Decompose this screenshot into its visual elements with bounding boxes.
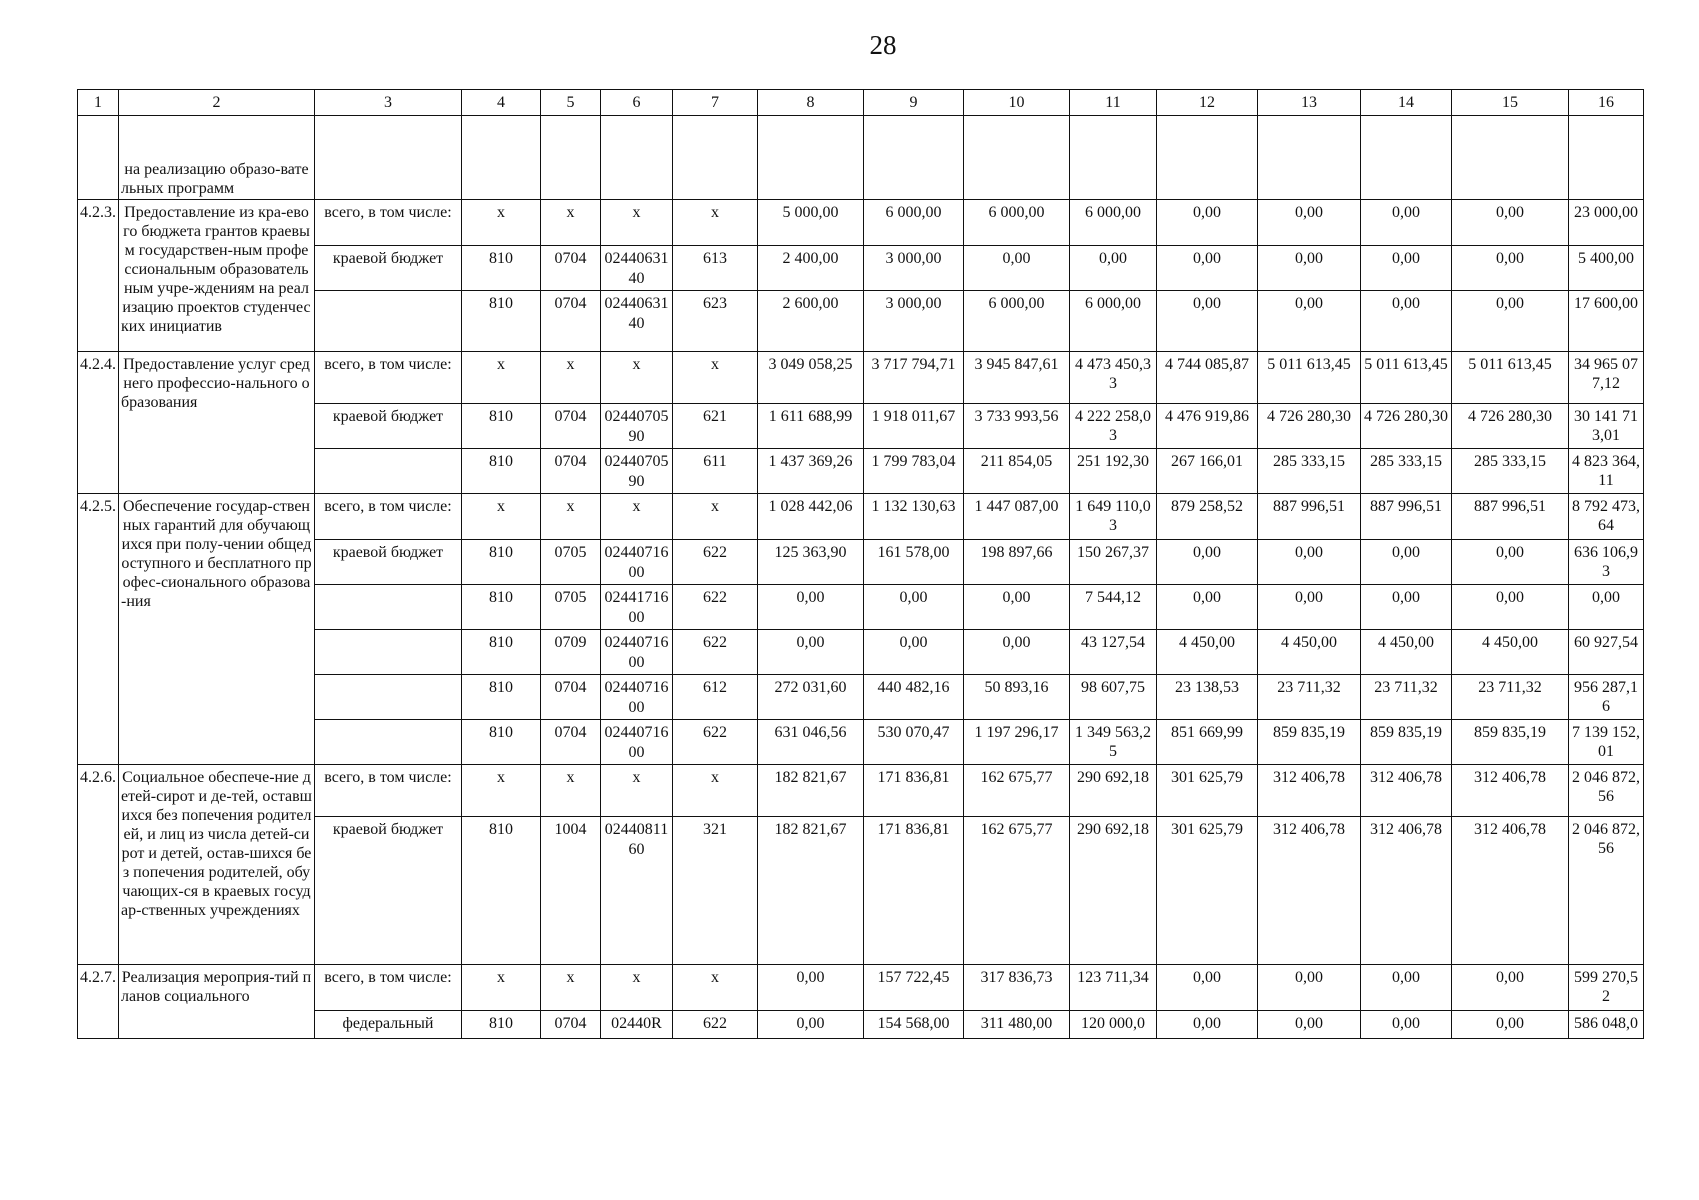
value-cell-c7: x [673, 494, 758, 540]
value-cell-c11: 4 473 450,33 [1070, 352, 1157, 404]
value-cell-c16: 7 139 152,01 [1569, 720, 1644, 765]
value-cell-c15: 859 835,19 [1452, 720, 1569, 765]
item-name-cell: Социальное обеспече-ние детей-сирот и де-тей, оставшихся без попечения родителей, и лиц из числа детей-сирот и детей, остав-шихся без попечения родителей, обучающих-ся в краевых государ-ственных учреждениях [119, 765, 315, 965]
value-cell-c4: 810 [462, 291, 541, 352]
value-cell-c14: 285 333,15 [1361, 449, 1452, 494]
value-cell-c5: x [541, 352, 601, 404]
value-cell-c5: x [541, 765, 601, 817]
value-cell-c7: 622 [673, 630, 758, 675]
value-cell-c4: x [462, 200, 541, 246]
value-cell-c10: 0,00 [964, 585, 1070, 630]
funding-source-cell: краевой бюджет [315, 817, 462, 965]
value-cell-c10: 162 675,77 [964, 817, 1070, 965]
value-cell-c7: 613 [673, 246, 758, 291]
value-cell-c12: 4 450,00 [1157, 630, 1258, 675]
value-cell-c8: 2 600,00 [758, 291, 864, 352]
intro-row [78, 116, 1644, 200]
value-cell-c15: 5 011 613,45 [1452, 352, 1569, 404]
value-cell-c8: 0,00 [758, 585, 864, 630]
header-cell: 8 [758, 90, 864, 116]
value-cell-c14: 0,00 [1361, 291, 1452, 352]
value-cell-c10: 198 897,66 [964, 540, 1070, 585]
header-cell: 4 [462, 90, 541, 116]
value-cell-c14: 0,00 [1361, 965, 1452, 1011]
value-cell-c5: 0704 [541, 720, 601, 765]
item-name-cell: Реализация мероприя-тий планов социального [119, 965, 315, 1039]
value-cell-c7: 612 [673, 675, 758, 720]
value-cell-c13: 0,00 [1258, 291, 1361, 352]
value-cell-c15: 312 406,78 [1452, 765, 1569, 817]
value-cell-c11: 290 692,18 [1070, 765, 1157, 817]
table-row [78, 765, 1644, 817]
value-cell-c16: 17 600,00 [1569, 291, 1644, 352]
header-cell: 9 [864, 90, 964, 116]
table-row [78, 200, 1644, 246]
value-cell-c4: x [462, 494, 541, 540]
value-cell-c11: 6 000,00 [1070, 200, 1157, 246]
header-cell: 7 [673, 90, 758, 116]
value-cell-c7: 611 [673, 449, 758, 494]
value-cell-c16: 586 048,0 [1569, 1011, 1644, 1039]
funding-source-cell [315, 449, 462, 494]
value-cell-c5: x [541, 200, 601, 246]
value-cell-c9: 440 482,16 [864, 675, 964, 720]
value-cell-c13: 285 333,15 [1258, 449, 1361, 494]
value-cell-c12: 0,00 [1157, 1011, 1258, 1039]
value-cell-c11: 1 349 563,25 [1070, 720, 1157, 765]
value-cell-c8: 1 028 442,06 [758, 494, 864, 540]
value-cell-c5: 0704 [541, 291, 601, 352]
value-cell-c4: 810 [462, 817, 541, 965]
value-cell-c9: 1 799 783,04 [864, 449, 964, 494]
table-row [78, 965, 1644, 1011]
value-cell-c14: 0,00 [1361, 540, 1452, 585]
funding-source-cell [315, 585, 462, 630]
header-cell: 16 [1569, 90, 1644, 116]
value-cell-c9: 171 836,81 [864, 765, 964, 817]
value-cell-c14: 0,00 [1361, 1011, 1452, 1039]
value-cell-c4: x [462, 352, 541, 404]
value-cell-c16: 636 106,93 [1569, 540, 1644, 585]
value-cell-c7: x [673, 965, 758, 1011]
item-name-cell: Обеспечение государ-ственных гарантий для обучающихся при полу-чении общедоступного и бесплатного профес-сионального образова-ния [119, 494, 315, 765]
value-cell-c13: 0,00 [1258, 585, 1361, 630]
value-cell-c10: 0,00 [964, 630, 1070, 675]
value-cell-c10: 50 893,16 [964, 675, 1070, 720]
value-cell-c10: 317 836,73 [964, 965, 1070, 1011]
value-cell-c5: 0709 [541, 630, 601, 675]
header-cell: 6 [601, 90, 673, 116]
value-cell-c6: x [601, 965, 673, 1011]
funding-source-cell: всего, в том числе: [315, 494, 462, 540]
value-cell-c15: 285 333,15 [1452, 449, 1569, 494]
value-cell-c9: 161 578,00 [864, 540, 964, 585]
value-cell-c6: 02440R [601, 1011, 673, 1039]
value-cell-c5: 1004 [541, 817, 601, 965]
funding-source-cell: всего, в том числе: [315, 200, 462, 246]
budget-table [77, 89, 1644, 1039]
value-cell-c9: 157 722,45 [864, 965, 964, 1011]
value-cell-c9: 3 000,00 [864, 291, 964, 352]
value-cell-c8: 3 049 058,25 [758, 352, 864, 404]
value-cell-c13: 887 996,51 [1258, 494, 1361, 540]
value-cell-c12: 301 625,79 [1157, 765, 1258, 817]
value-cell-c8: 0,00 [758, 630, 864, 675]
item-name-cell: Предоставление услуг среднего профессио-нального образования [119, 352, 315, 494]
header-cell: 13 [1258, 90, 1361, 116]
value-cell-c14: 4 726 280,30 [1361, 404, 1452, 449]
value-cell-c9: 3 717 794,71 [864, 352, 964, 404]
value-cell-c6: 0244063140 [601, 291, 673, 352]
value-cell-c11: 120 000,0 [1070, 1011, 1157, 1039]
value-cell-c14: 0,00 [1361, 585, 1452, 630]
value-cell-c6: 0244071600 [601, 675, 673, 720]
value-cell-c13: 23 711,32 [1258, 675, 1361, 720]
value-cell-c4: 810 [462, 1011, 541, 1039]
value-cell-c13: 4 726 280,30 [1258, 404, 1361, 449]
value-cell-c12: 879 258,52 [1157, 494, 1258, 540]
value-cell-c13: 0,00 [1258, 540, 1361, 585]
value-cell-c9: 154 568,00 [864, 1011, 964, 1039]
value-cell-c8: 0,00 [758, 1011, 864, 1039]
value-cell-c9: 0,00 [864, 585, 964, 630]
value-cell-c6: 0244171600 [601, 585, 673, 630]
value-cell-c11: 0,00 [1070, 246, 1157, 291]
value-cell-c7: 622 [673, 585, 758, 630]
header-cell: 2 [119, 90, 315, 116]
value-cell-c8: 272 031,60 [758, 675, 864, 720]
funding-source-cell: краевой бюджет [315, 540, 462, 585]
value-cell-c6: 0244071600 [601, 630, 673, 675]
value-cell-c16: 5 400,00 [1569, 246, 1644, 291]
value-cell-c8: 0,00 [758, 965, 864, 1011]
value-cell-c11: 123 711,34 [1070, 965, 1157, 1011]
value-cell-c13: 0,00 [1258, 246, 1361, 291]
value-cell-c13: 312 406,78 [1258, 765, 1361, 817]
header-cell: 1 [78, 90, 119, 116]
value-cell-c6: 0244081160 [601, 817, 673, 965]
value-cell-c7: x [673, 765, 758, 817]
value-cell-c8: 1 437 369,26 [758, 449, 864, 494]
value-cell-c5: 0704 [541, 404, 601, 449]
value-cell-c4: 810 [462, 720, 541, 765]
value-cell-c12: 0,00 [1157, 200, 1258, 246]
value-cell-c11: 150 267,37 [1070, 540, 1157, 585]
value-cell-c16: 8 792 473,64 [1569, 494, 1644, 540]
value-cell-c12: 4 744 085,87 [1157, 352, 1258, 404]
value-cell-c15: 0,00 [1452, 585, 1569, 630]
value-cell-c16: 599 270,52 [1569, 965, 1644, 1011]
value-cell-c7: 321 [673, 817, 758, 965]
item-code-cell: 4.2.7. [78, 965, 119, 1039]
value-cell-c4: 810 [462, 449, 541, 494]
header-cell: 3 [315, 90, 462, 116]
value-cell-c6: 0244071600 [601, 540, 673, 585]
value-cell-c12: 851 669,99 [1157, 720, 1258, 765]
value-cell-c14: 312 406,78 [1361, 817, 1452, 965]
item-code-cell: 4.2.4. [78, 352, 119, 494]
value-cell-c5: 0704 [541, 675, 601, 720]
value-cell-c16: 2 046 872,56 [1569, 765, 1644, 817]
value-cell-c10: 1 447 087,00 [964, 494, 1070, 540]
value-cell-c10: 3 733 993,56 [964, 404, 1070, 449]
value-cell-c11: 1 649 110,03 [1070, 494, 1157, 540]
funding-source-cell [315, 291, 462, 352]
funding-source-cell [315, 630, 462, 675]
item-name-cell: Предоставление из кра-евого бюджета грантов краевым государствен-ным профессиональным образовательным учре-ждениям на реализацию проектов студенческих инициатив [119, 200, 315, 352]
value-cell-c5: 0704 [541, 1011, 601, 1039]
page-number: 28 [869, 30, 897, 60]
funding-source-cell: всего, в том числе: [315, 765, 462, 817]
value-cell-c10: 162 675,77 [964, 765, 1070, 817]
value-cell-c15: 0,00 [1452, 200, 1569, 246]
value-cell-c15: 0,00 [1452, 291, 1569, 352]
value-cell-c12: 4 476 919,86 [1157, 404, 1258, 449]
value-cell-c12: 0,00 [1157, 585, 1258, 630]
value-cell-c6: 0244071600 [601, 720, 673, 765]
value-cell-c4: x [462, 965, 541, 1011]
funding-source-cell: краевой бюджет [315, 246, 462, 291]
value-cell-c13: 0,00 [1258, 1011, 1361, 1039]
value-cell-c12: 267 166,01 [1157, 449, 1258, 494]
item-code-cell: 4.2.6. [78, 765, 119, 965]
value-cell-c7: x [673, 352, 758, 404]
header-cell: 15 [1452, 90, 1569, 116]
value-cell-c14: 312 406,78 [1361, 765, 1452, 817]
value-cell-c6: x [601, 352, 673, 404]
funding-source-cell [315, 720, 462, 765]
funding-source-cell: краевой бюджет [315, 404, 462, 449]
value-cell-c13: 0,00 [1258, 200, 1361, 246]
value-cell-c6: 0244063140 [601, 246, 673, 291]
value-cell-c14: 859 835,19 [1361, 720, 1452, 765]
value-cell-c11: 290 692,18 [1070, 817, 1157, 965]
value-cell-c9: 530 070,47 [864, 720, 964, 765]
value-cell-c14: 0,00 [1361, 246, 1452, 291]
value-cell-c6: 0244070590 [601, 404, 673, 449]
funding-source-cell: всего, в том числе: [315, 965, 462, 1011]
value-cell-c15: 4 450,00 [1452, 630, 1569, 675]
value-cell-c15: 312 406,78 [1452, 817, 1569, 965]
value-cell-c16: 2 046 872,56 [1569, 817, 1644, 965]
value-cell-c4: x [462, 765, 541, 817]
value-cell-c9: 1 918 011,67 [864, 404, 964, 449]
header-cell: 10 [964, 90, 1070, 116]
value-cell-c9: 1 132 130,63 [864, 494, 964, 540]
value-cell-c10: 6 000,00 [964, 200, 1070, 246]
value-cell-c15: 0,00 [1452, 965, 1569, 1011]
value-cell-c4: 810 [462, 675, 541, 720]
value-cell-c10: 6 000,00 [964, 291, 1070, 352]
value-cell-c13: 859 835,19 [1258, 720, 1361, 765]
value-cell-c12: 301 625,79 [1157, 817, 1258, 965]
value-cell-c12: 0,00 [1157, 540, 1258, 585]
value-cell-c7: 623 [673, 291, 758, 352]
value-cell-c5: 0704 [541, 449, 601, 494]
value-cell-c5: x [541, 965, 601, 1011]
value-cell-c4: 810 [462, 585, 541, 630]
value-cell-c16: 4 823 364,11 [1569, 449, 1644, 494]
value-cell-c13: 5 011 613,45 [1258, 352, 1361, 404]
value-cell-c15: 887 996,51 [1452, 494, 1569, 540]
value-cell-c9: 0,00 [864, 630, 964, 675]
value-cell-c16: 34 965 077,12 [1569, 352, 1644, 404]
value-cell-c7: 622 [673, 540, 758, 585]
item-code-cell: 4.2.5. [78, 494, 119, 765]
value-cell-c12: 23 138,53 [1157, 675, 1258, 720]
value-cell-c16: 30 141 713,01 [1569, 404, 1644, 449]
value-cell-c10: 1 197 296,17 [964, 720, 1070, 765]
value-cell-c5: 0705 [541, 540, 601, 585]
value-cell-c14: 887 996,51 [1361, 494, 1452, 540]
value-cell-c11: 6 000,00 [1070, 291, 1157, 352]
value-cell-c10: 3 945 847,61 [964, 352, 1070, 404]
value-cell-c9: 171 836,81 [864, 817, 964, 965]
value-cell-c14: 23 711,32 [1361, 675, 1452, 720]
value-cell-c14: 0,00 [1361, 200, 1452, 246]
value-cell-c10: 0,00 [964, 246, 1070, 291]
header-cell: 12 [1157, 90, 1258, 116]
value-cell-c14: 5 011 613,45 [1361, 352, 1452, 404]
header-row [78, 90, 1644, 116]
value-cell-c7: x [673, 200, 758, 246]
header-cell: 14 [1361, 90, 1452, 116]
value-cell-c14: 4 450,00 [1361, 630, 1452, 675]
value-cell-c8: 125 363,90 [758, 540, 864, 585]
value-cell-c10: 211 854,05 [964, 449, 1070, 494]
value-cell-c15: 23 711,32 [1452, 675, 1569, 720]
value-cell-c12: 0,00 [1157, 246, 1258, 291]
value-cell-c4: 810 [462, 404, 541, 449]
value-cell-c11: 43 127,54 [1070, 630, 1157, 675]
funding-source-cell: всего, в том числе: [315, 352, 462, 404]
value-cell-c5: 0704 [541, 246, 601, 291]
value-cell-c4: 810 [462, 630, 541, 675]
value-cell-c11: 7 544,12 [1070, 585, 1157, 630]
value-cell-c6: x [601, 494, 673, 540]
table-row [78, 352, 1644, 404]
value-cell-c16: 23 000,00 [1569, 200, 1644, 246]
value-cell-c6: x [601, 765, 673, 817]
value-cell-c15: 0,00 [1452, 540, 1569, 585]
value-cell-c7: 622 [673, 720, 758, 765]
value-cell-c16: 0,00 [1569, 585, 1644, 630]
value-cell-c6: 0244070590 [601, 449, 673, 494]
value-cell-c8: 182 821,67 [758, 817, 864, 965]
value-cell-c4: 810 [462, 540, 541, 585]
value-cell-c15: 4 726 280,30 [1452, 404, 1569, 449]
value-cell-c9: 6 000,00 [864, 200, 964, 246]
value-cell-c8: 182 821,67 [758, 765, 864, 817]
value-cell-c13: 0,00 [1258, 965, 1361, 1011]
value-cell-c12: 0,00 [1157, 291, 1258, 352]
value-cell-c8: 5 000,00 [758, 200, 864, 246]
value-cell-c8: 2 400,00 [758, 246, 864, 291]
value-cell-c15: 0,00 [1452, 1011, 1569, 1039]
value-cell-c8: 1 611 688,99 [758, 404, 864, 449]
value-cell-c16: 956 287,16 [1569, 675, 1644, 720]
intro-code-cell [78, 116, 119, 200]
value-cell-c12: 0,00 [1157, 965, 1258, 1011]
value-cell-c15: 0,00 [1452, 246, 1569, 291]
table-row [78, 494, 1644, 540]
value-cell-c11: 98 607,75 [1070, 675, 1157, 720]
value-cell-c6: x [601, 200, 673, 246]
item-code-cell: 4.2.3. [78, 200, 119, 352]
value-cell-c7: 622 [673, 1011, 758, 1039]
value-cell-c7: 621 [673, 404, 758, 449]
value-cell-c11: 4 222 258,03 [1070, 404, 1157, 449]
value-cell-c5: 0705 [541, 585, 601, 630]
value-cell-c4: 810 [462, 246, 541, 291]
funding-source-cell [315, 675, 462, 720]
header-cell: 5 [541, 90, 601, 116]
intro-name-cell: на реализацию образо-вательных программ [119, 116, 315, 200]
value-cell-c16: 60 927,54 [1569, 630, 1644, 675]
value-cell-c5: x [541, 494, 601, 540]
value-cell-c9: 3 000,00 [864, 246, 964, 291]
value-cell-c11: 251 192,30 [1070, 449, 1157, 494]
header-cell: 11 [1070, 90, 1157, 116]
value-cell-c10: 311 480,00 [964, 1011, 1070, 1039]
value-cell-c13: 312 406,78 [1258, 817, 1361, 965]
value-cell-c8: 631 046,56 [758, 720, 864, 765]
funding-source-cell: федеральный [315, 1011, 462, 1039]
value-cell-c13: 4 450,00 [1258, 630, 1361, 675]
